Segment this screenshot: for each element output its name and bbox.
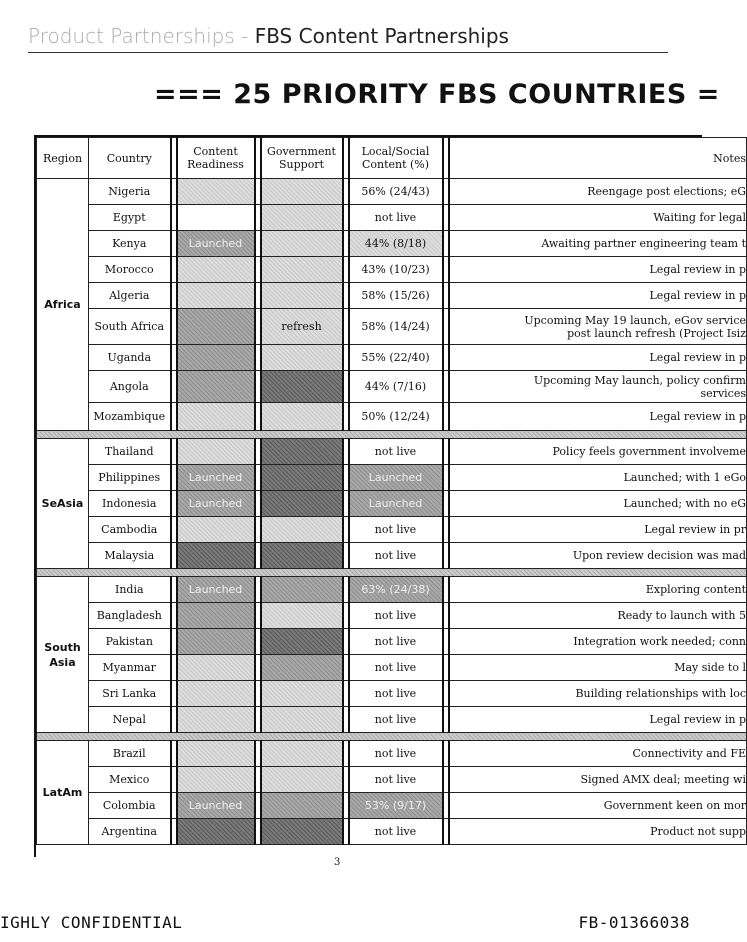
- content-readiness-cell: [177, 283, 255, 309]
- header-section: Product Partnerships -: [28, 24, 255, 48]
- column-header-country: Country: [89, 138, 171, 179]
- local-content-cell: 58% (14/24): [349, 309, 443, 345]
- country-cell: Nepal: [89, 707, 171, 733]
- table-row: [37, 629, 747, 655]
- country-cell: Uganda: [89, 345, 171, 371]
- table-row: [37, 741, 747, 767]
- notes-text: Building relationships with loc: [575, 687, 746, 700]
- notes-text: Launched; with no eG: [623, 497, 746, 510]
- table-row: [37, 491, 747, 517]
- table-row: [37, 603, 747, 629]
- local-content-cell: 50% (12/24): [349, 403, 443, 431]
- region-label: Africa: [37, 179, 89, 431]
- notes-text: Upon review decision was mad: [572, 549, 746, 562]
- confidentiality-marking: IGHLY CONFIDENTIAL: [0, 913, 183, 932]
- notes-cell: [449, 439, 747, 465]
- page-title: === 25 PRIORITY FBS COUNTRIES =: [154, 79, 720, 110]
- notes-text: Legal review in p: [649, 289, 746, 302]
- country-cell: Angola: [89, 371, 171, 403]
- header-subsection: FBS Content Partnerships: [254, 24, 509, 48]
- country-cell: Pakistan: [89, 629, 171, 655]
- government-support-cell: [261, 577, 343, 603]
- local-content-cell: 55% (22/40): [349, 345, 443, 371]
- countries-table-container: [34, 135, 746, 857]
- region-label: LatAm: [37, 741, 89, 845]
- government-support-cell: [261, 767, 343, 793]
- local-content-cell: 44% (8/18): [349, 231, 443, 257]
- government-support-cell: refresh: [261, 309, 343, 345]
- table-row: [37, 439, 747, 465]
- region-separator-bar: [37, 569, 747, 577]
- notes-text: Upcoming May 19 launch, eGov service post launch refresh (Project Isiz: [524, 313, 746, 340]
- notes-text: Reengage post elections; eG: [587, 185, 746, 198]
- column-header-government-support: Government Support: [261, 138, 343, 179]
- country-cell: Bangladesh: [89, 603, 171, 629]
- content-readiness-cell: [177, 309, 255, 345]
- table-row: [37, 517, 747, 543]
- notes-cell: [449, 767, 747, 793]
- region-separator: [37, 569, 747, 577]
- country-cell: Mexico: [89, 767, 171, 793]
- government-support-cell: [261, 681, 343, 707]
- local-content-cell: not live: [349, 707, 443, 733]
- content-readiness-cell: Launched: [177, 231, 255, 257]
- content-readiness-cell: [177, 179, 255, 205]
- page-number: 3: [334, 857, 341, 868]
- notes-text: Launched; with 1 eGo: [623, 471, 746, 484]
- country-cell: Mozambique: [89, 403, 171, 431]
- notes-text: Ready to launch with 5: [617, 609, 746, 622]
- content-readiness-cell: Launched: [177, 577, 255, 603]
- local-content-cell: not live: [349, 767, 443, 793]
- country-cell: Colombia: [89, 793, 171, 819]
- notes-text: Signed AMX deal; meeting wi: [580, 773, 746, 786]
- government-support-cell: [261, 179, 343, 205]
- country-cell: Morocco: [89, 257, 171, 283]
- table-row: [37, 283, 747, 309]
- notes-cell: [449, 819, 747, 845]
- government-support-cell: [261, 793, 343, 819]
- government-support-cell: [261, 707, 343, 733]
- table-row: [37, 345, 747, 371]
- country-cell: India: [89, 577, 171, 603]
- notes-text: Legal review in p: [649, 351, 746, 364]
- notes-cell: [449, 491, 747, 517]
- government-support-cell: [261, 257, 343, 283]
- table-row: [37, 793, 747, 819]
- content-readiness-cell: [177, 629, 255, 655]
- notes-cell: [449, 309, 747, 345]
- column-header-local-social-content: Local/Social Content (%): [349, 138, 443, 179]
- content-readiness-cell: [177, 603, 255, 629]
- region-separator: [37, 733, 747, 741]
- table-row: [37, 767, 747, 793]
- bates-number: FB-01366038: [578, 913, 690, 932]
- table-row: [37, 655, 747, 681]
- country-cell: Myanmar: [89, 655, 171, 681]
- content-readiness-cell: [177, 371, 255, 403]
- notes-cell: [449, 629, 747, 655]
- content-readiness-cell: [177, 543, 255, 569]
- notes-cell: [449, 577, 747, 603]
- content-readiness-cell: Launched: [177, 491, 255, 517]
- government-support-cell: [261, 465, 343, 491]
- table-row: [37, 681, 747, 707]
- notes-cell: [449, 345, 747, 371]
- notes-cell: [449, 257, 747, 283]
- notes-cell: [449, 465, 747, 491]
- country-cell: Indonesia: [89, 491, 171, 517]
- government-support-cell: [261, 491, 343, 517]
- country-cell: Sri Lanka: [89, 681, 171, 707]
- local-content-cell: not live: [349, 819, 443, 845]
- local-content-cell: 63% (24/38): [349, 577, 443, 603]
- content-readiness-cell: [177, 741, 255, 767]
- column-header-content-readiness: Content Readiness: [177, 138, 255, 179]
- local-content-cell: not live: [349, 681, 443, 707]
- notes-text: Exploring content: [645, 583, 746, 596]
- notes-text: Waiting for legal: [653, 211, 746, 224]
- country-cell: Nigeria: [89, 179, 171, 205]
- table-row: [37, 231, 747, 257]
- local-content-cell: not live: [349, 517, 443, 543]
- table-row: [37, 179, 747, 205]
- government-support-cell: [261, 403, 343, 431]
- local-content-cell: not live: [349, 603, 443, 629]
- notes-text: Legal review in p: [649, 263, 746, 276]
- local-content-cell: not live: [349, 629, 443, 655]
- country-cell: Philippines: [89, 465, 171, 491]
- table-row: [37, 465, 747, 491]
- local-content-cell: not live: [349, 439, 443, 465]
- notes-cell: [449, 707, 747, 733]
- content-readiness-cell: [177, 767, 255, 793]
- content-readiness-cell: [177, 707, 255, 733]
- notes-text: Integration work needed; conn: [573, 635, 746, 648]
- notes-text: Policy feels government involveme: [552, 445, 746, 458]
- country-cell: Cambodia: [89, 517, 171, 543]
- local-content-cell: not live: [349, 655, 443, 681]
- notes-cell: [449, 283, 747, 309]
- country-cell: Brazil: [89, 741, 171, 767]
- table-row: [37, 543, 747, 569]
- government-support-cell: [261, 741, 343, 767]
- government-support-cell: [261, 439, 343, 465]
- notes-text: Legal review in p: [649, 410, 746, 423]
- notes-cell: [449, 205, 747, 231]
- table-row: [37, 371, 747, 403]
- table-header-row: [37, 138, 747, 179]
- government-support-cell: [261, 345, 343, 371]
- local-content-cell: not live: [349, 741, 443, 767]
- content-readiness-cell: [177, 681, 255, 707]
- content-readiness-cell: [177, 403, 255, 431]
- countries-table: [36, 137, 747, 845]
- local-content-cell: not live: [349, 205, 443, 231]
- table-row: [37, 577, 747, 603]
- country-cell: Egypt: [89, 205, 171, 231]
- content-readiness-cell: [177, 257, 255, 283]
- government-support-cell: [261, 231, 343, 257]
- content-readiness-cell: [177, 517, 255, 543]
- content-readiness-cell: [177, 439, 255, 465]
- region-label: South Asia: [37, 577, 89, 733]
- government-support-cell: [261, 371, 343, 403]
- government-support-cell: [261, 819, 343, 845]
- government-support-cell: [261, 283, 343, 309]
- notes-text: Product not supp: [650, 825, 746, 838]
- column-header-region: Region: [37, 138, 89, 179]
- notes-cell: [449, 655, 747, 681]
- region-separator-bar: [37, 733, 747, 741]
- content-readiness-cell: [177, 655, 255, 681]
- notes-text: Awaiting partner engineering team t: [541, 237, 746, 250]
- local-content-cell: 53% (9/17): [349, 793, 443, 819]
- notes-text: May side to l: [674, 661, 746, 674]
- notes-cell: [449, 231, 747, 257]
- local-content-cell: 56% (24/43): [349, 179, 443, 205]
- column-header-notes: Notes: [449, 138, 747, 179]
- content-readiness-cell: [177, 345, 255, 371]
- country-cell: Kenya: [89, 231, 171, 257]
- notes-cell: [449, 741, 747, 767]
- notes-cell: [449, 371, 747, 403]
- country-cell: Malaysia: [89, 543, 171, 569]
- government-support-cell: [261, 517, 343, 543]
- content-readiness-cell: Launched: [177, 793, 255, 819]
- table-row: [37, 257, 747, 283]
- region-label: SeAsia: [37, 439, 89, 569]
- document-header: [28, 22, 668, 53]
- government-support-cell: [261, 629, 343, 655]
- notes-cell: [449, 179, 747, 205]
- local-content-cell: Launched: [349, 491, 443, 517]
- country-cell: South Africa: [89, 309, 171, 345]
- notes-cell: [449, 403, 747, 431]
- local-content-cell: 58% (15/26): [349, 283, 443, 309]
- notes-text: Legal review in pr: [644, 523, 746, 536]
- content-readiness-cell: [177, 819, 255, 845]
- table-row: [37, 819, 747, 845]
- region-separator-bar: [37, 431, 747, 439]
- region-separator: [37, 431, 747, 439]
- government-support-cell: [261, 655, 343, 681]
- local-content-cell: not live: [349, 543, 443, 569]
- country-cell: Argentina: [89, 819, 171, 845]
- notes-cell: [449, 517, 747, 543]
- content-readiness-cell: [177, 205, 255, 231]
- government-support-cell: [261, 603, 343, 629]
- local-content-cell: Launched: [349, 465, 443, 491]
- notes-text: Connectivity and FE: [632, 747, 746, 760]
- government-support-cell: [261, 205, 343, 231]
- table-row: [37, 309, 747, 345]
- table-row: [37, 707, 747, 733]
- country-cell: Thailand: [89, 439, 171, 465]
- local-content-cell: 44% (7/16): [349, 371, 443, 403]
- notes-cell: [449, 543, 747, 569]
- notes-text: Upcoming May launch, policy confirm services: [533, 373, 746, 400]
- content-readiness-cell: Launched: [177, 465, 255, 491]
- notes-text: Government keen on mor: [603, 799, 746, 812]
- notes-text: Legal review in p: [649, 713, 746, 726]
- notes-cell: [449, 793, 747, 819]
- notes-cell: [449, 603, 747, 629]
- table-row: [37, 403, 747, 431]
- government-support-cell: [261, 543, 343, 569]
- notes-cell: [449, 681, 747, 707]
- table-body: [37, 179, 747, 845]
- country-cell: Algeria: [89, 283, 171, 309]
- local-content-cell: 43% (10/23): [349, 257, 443, 283]
- table-row: [37, 205, 747, 231]
